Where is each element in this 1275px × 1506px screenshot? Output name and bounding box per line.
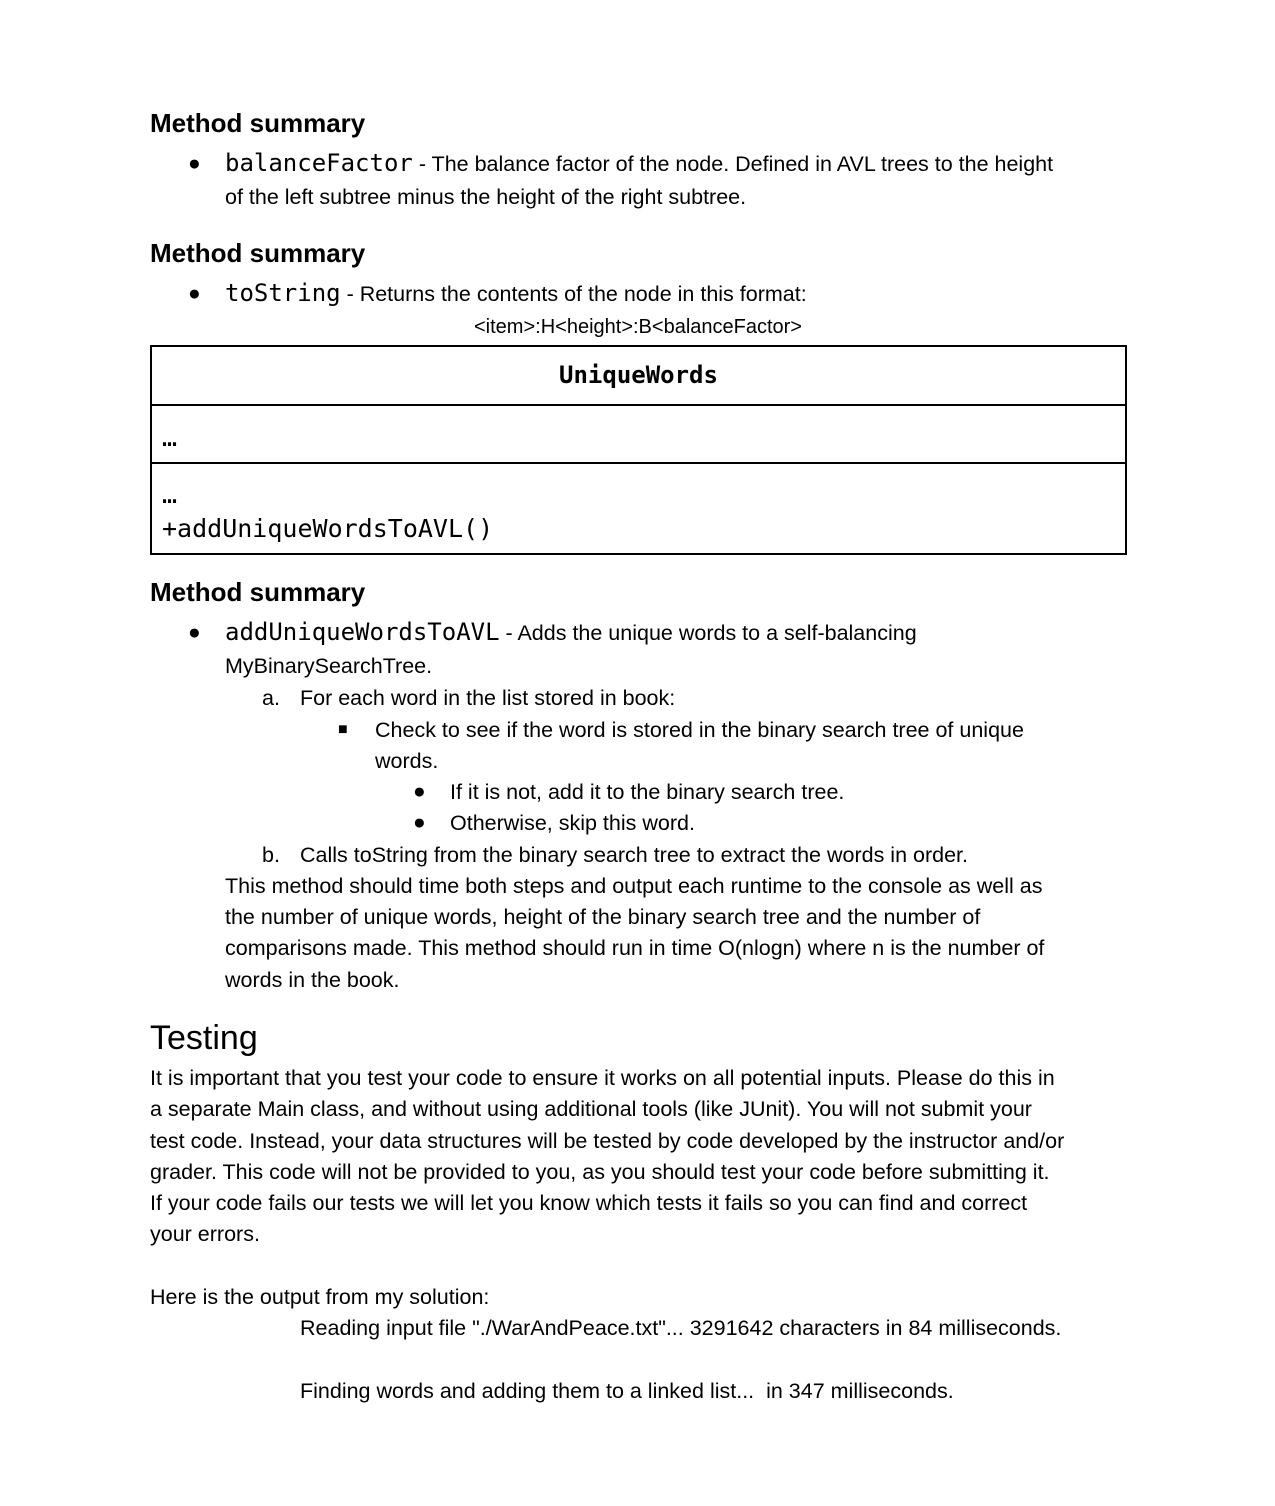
desc: - Adds the unique words to a self-balancing — [499, 621, 917, 645]
uml-class-name: UniqueWords — [559, 361, 718, 389]
list-item: Calls toString from the binary search tree to extract the words in order. — [300, 843, 968, 867]
section-heading: Method summary — [150, 108, 366, 138]
bullet-icon: ● — [188, 621, 201, 644]
list-item: If it is not, add it to the binary search tree. — [450, 780, 845, 804]
paragraph-line: grader. This code will not be provided to you, as you should test your code before submitting it. — [150, 1160, 1050, 1184]
paragraph-line: a separate Main class, and without using additional tools (like JUnit). You will not submit your — [150, 1097, 1032, 1121]
method-description — [225, 278, 807, 309]
square-bullet-icon: ■ — [338, 721, 348, 738]
bullet-icon: ● — [413, 780, 426, 803]
paragraph-line: This method should time both steps and output each runtime to the console as well as — [225, 874, 1043, 898]
paragraph-line: If your code fails our tests we will let you know which tests it fails so you can find and correct — [150, 1191, 1028, 1215]
uml-methods — [152, 462, 1125, 553]
method-description — [225, 617, 917, 648]
desc: - The balance factor of the node. Defined in AVL trees to the height — [412, 152, 1054, 176]
bullet-icon: ● — [413, 811, 426, 834]
output-intro: Here is the output from my solution: — [150, 1285, 490, 1309]
list-item: For each word in the list stored in book: — [300, 686, 676, 710]
uml-fields: … — [152, 404, 1125, 462]
method-description — [225, 148, 1053, 179]
desc: - Returns the contents of the node in this format: — [340, 282, 807, 306]
format-string: <item>:H<height>:B<balanceFactor> — [474, 316, 802, 338]
paragraph-line: test code. Instead, your data structures will be tested by code developed by the instructor and/or — [150, 1129, 1065, 1153]
list-marker: a. — [262, 686, 280, 710]
method-name: toString — [225, 279, 341, 307]
desc-line: of the left subtree minus the height of the right subtree. — [225, 185, 747, 209]
output-line: Reading input file "./WarAndPeace.txt"... 3291642 characters in 84 milliseconds. — [300, 1316, 1062, 1340]
method-name: balanceFactor — [225, 149, 413, 177]
paragraph-line: comparisons made. This method should run in time O(nlogn) where n is the number of — [225, 936, 1045, 960]
method-name: addUniqueWordsToAVL — [225, 618, 500, 646]
list-item: Otherwise, skip this word. — [450, 811, 695, 835]
section-heading: Method summary — [150, 238, 366, 268]
list-item: Check to see if the word is stored in the binary search tree of unique — [375, 718, 1024, 742]
uml-class-diagram — [150, 345, 1127, 555]
paragraph-line: words in the book. — [225, 968, 400, 992]
uml-methods-ellipsis: … — [162, 480, 178, 509]
section-heading: Method summary — [150, 577, 366, 607]
list-item-cont: words. — [375, 749, 439, 773]
desc-line: MyBinarySearchTree. — [225, 654, 433, 678]
paragraph-line: your errors. — [150, 1222, 260, 1246]
paragraph-line: the number of unique words, height of the binary search tree and the number of — [225, 905, 981, 929]
paragraph-line: It is important that you test your code to ensure it works on all potential inputs. Please do this in — [150, 1066, 1055, 1090]
list-marker: b. — [262, 843, 280, 867]
bullet-icon: ● — [188, 282, 201, 305]
testing-heading: Testing — [150, 1019, 258, 1057]
uml-method: +addUniqueWordsToAVL() — [162, 514, 494, 543]
output-line: Finding words and adding them to a linked list... in 347 milliseconds. — [300, 1379, 954, 1403]
bullet-icon: ● — [188, 152, 201, 175]
